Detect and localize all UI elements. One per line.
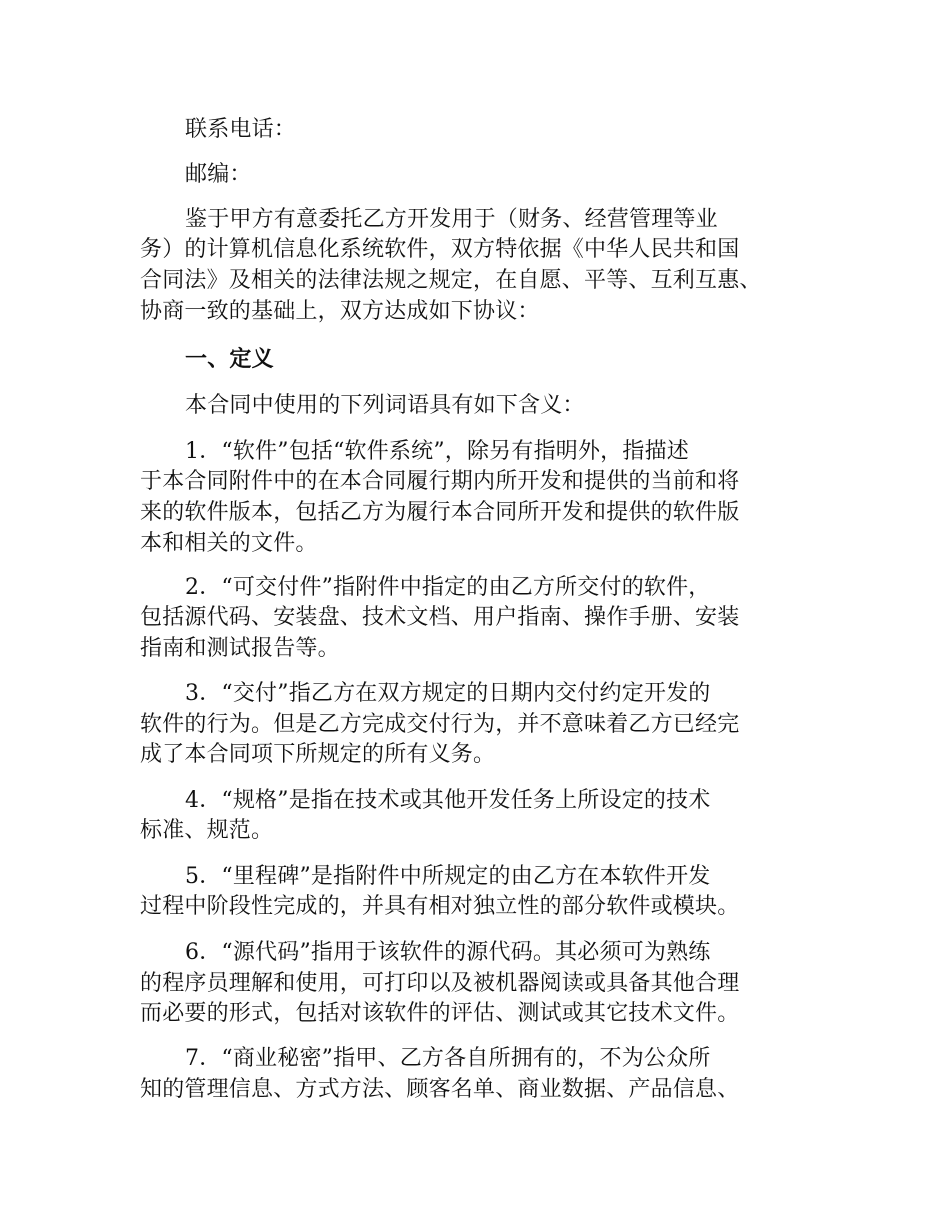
intro-text: 本合同中使用的下列词语具有如下含义： [185, 393, 585, 418]
paragraph-line: 标准、规范。 [140, 818, 274, 843]
postcode-label: 邮编： [185, 162, 252, 187]
paragraph-line: 知的管理信息、方式方法、顾客名单、商业数据、产品信息、 [140, 1077, 740, 1102]
paragraph-line: 7．“商业秘密”指甲、乙方各自所拥有的，不为公众所 [185, 1046, 711, 1071]
paragraph-line: 过程中阶段性完成的，并具有相对独立性的部分软件或模块。 [140, 894, 740, 919]
paragraph-line: 指南和测试报告等。 [140, 636, 340, 661]
paragraph-line: 6．“源代码”指用于该软件的源代码。其必须可为熟练 [185, 940, 711, 965]
paragraph-line: 3．“交付”指乙方在双方规定的日期内交付约定开发的 [185, 681, 711, 706]
paragraph-line: 而必要的形式，包括对该软件的评估、测试或其它技术文件。 [140, 1001, 740, 1026]
paragraph-line: 成了本合同项下所规定的所有义务。 [140, 742, 496, 767]
paragraph-line: 1．“软件”包括“软件系统”，除另有指明外，指描述 [185, 439, 689, 464]
paragraph-line: 5．“里程碑”是指附件中所规定的由乙方在本软件开发 [185, 864, 711, 889]
contact-phone-label: 联系电话： [185, 117, 297, 142]
paragraph-line: 于本合同附件中的在本合同履行期内所开发和提供的当前和将 [140, 469, 740, 494]
paragraph-line: 协商一致的基础上，双方达成如下协议： [140, 299, 540, 324]
paragraph-line: 4．“规格”是指在技术或其他开发任务上所设定的技术 [185, 788, 711, 813]
paragraph-line: 本和相关的文件。 [140, 531, 318, 556]
paragraph-line: 2．“可交付件”指附件中指定的由乙方所交付的软件， [185, 575, 711, 600]
paragraph-line: 合同法》及相关的法律法规之规定，在自愿、平等、互利互惠、 [140, 268, 762, 293]
paragraph-line: 来的软件版本，包括乙方为履行本合同所开发和提供的软件版 [140, 500, 740, 525]
section-title: 一、定义 [185, 346, 274, 372]
paragraph-line: 软件的行为。但是乙方完成交付行为，并不意味着乙方已经完 [140, 712, 740, 737]
paragraph-line: 鉴于甲方有意委托乙方开发用于（财务、经营管理等业 [185, 207, 718, 232]
paragraph-line: 务）的计算机信息化系统软件，双方特依据《中华人民共和国 [140, 237, 740, 262]
paragraph-line: 包括源代码、安装盘、技术文档、用户指南、操作手册、安装 [140, 605, 740, 630]
paragraph-line: 的程序员理解和使用，可打印以及被机器阅读或具备其他合理 [140, 971, 740, 996]
